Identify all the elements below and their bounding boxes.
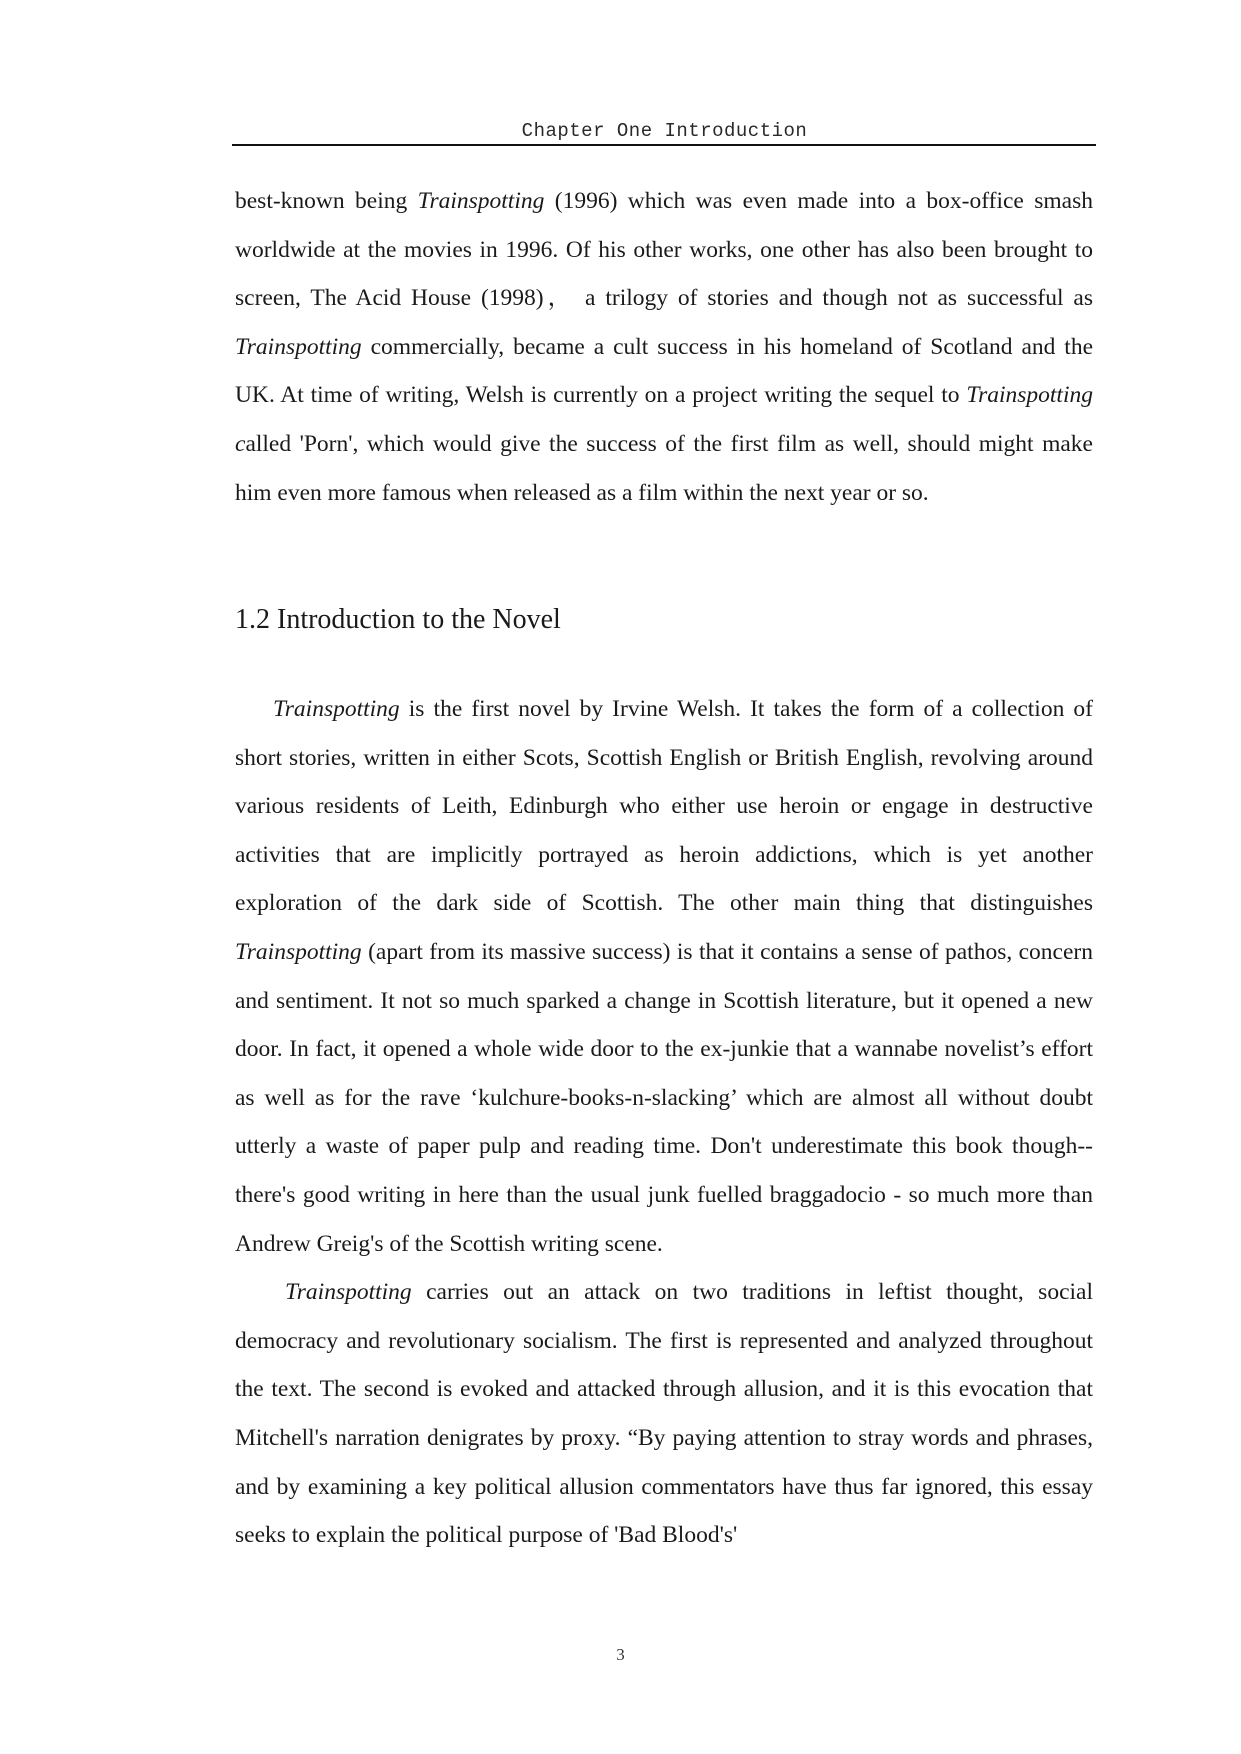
paragraph-3 xyxy=(235,1268,1093,1560)
paragraph-continuation xyxy=(235,177,1093,517)
running-header: Chapter One Introduction xyxy=(521,120,808,142)
text-run: alled 'Porn', which would give the success of the first film as well, should might make him even more famous when released as a film within the next year or so. xyxy=(235,430,1093,506)
paragraph-2 xyxy=(235,685,1093,1268)
section-heading: 1.2 Introduction to the Novel xyxy=(235,604,561,635)
text-run: best-known being xyxy=(235,188,418,214)
section-body xyxy=(235,685,1093,1560)
italic-title: Trainspotting xyxy=(235,333,362,360)
paragraph-1 xyxy=(235,177,1093,517)
text-run: carries out an attack on two traditions in leftist thought, social democracy and revolutionary socialism. The first is represented and analyzed throughout the text. The second is evoked and attacked through allusion, and it is this evocation that Mitchell's narration denigrates by proxy. “By paying attention to stray words and phrases, and by examining a key political allusion commentators have thus far ignored, this essay seeks to explain the political purpose of 'Bad Blood's' xyxy=(235,1279,1093,1549)
italic-title: Trainspotting xyxy=(285,1279,412,1306)
text-run: commercially, became a cult success in his homeland of Scotland and the UK. At time of writing, Welsh is currently on a project writing the sequel to xyxy=(235,333,1093,409)
header-rule xyxy=(232,144,1096,146)
text-run: is the first novel by Irvine Welsh. It takes the form of a collection of short stories, written in either Scots, Scottish English or British English, revolving around various residents of Leith, Edinburgh who either use heroin or engage in destructive activities that are implicitly portrayed as heroin addictions, which is yet another exploration of the dark side of Scottish. The other main thing that distinguishes xyxy=(235,696,1093,917)
page-number: 3 xyxy=(616,1645,625,1664)
italic-title: Trainspotting xyxy=(235,938,362,965)
italic-title: Trainspotting xyxy=(273,696,400,722)
italic-title: Trainspotting c xyxy=(235,382,1093,457)
text-run: (apart from its massive success) is that it contains a sense of pathos, concern and sentiment. It not so much sparked a change in Scottish literature, but it opened a new door. In fact, it opened a whole wide door to the ex-junkie that a wannabe novelist’s effort as well as for the rave ‘kulchure-books-n-slacking’ which are almost all without doubt utterly a waste of paper pulp and reading time. Don't underestimate this book though-- there's good writing in here than the usual junk fuelled braggadocio - so much more than Andrew Greig's of the Scottish writing scene. xyxy=(235,938,1093,1257)
italic-title: Trainspotting xyxy=(417,188,545,214)
text-run: (1996) which was even made into a box-office smash worldwide at the movies in 1996. Of his other works, one other has also been brought to screen, The Acid House (1998)， a trilogy of stories and though not as successful as xyxy=(235,188,1093,312)
